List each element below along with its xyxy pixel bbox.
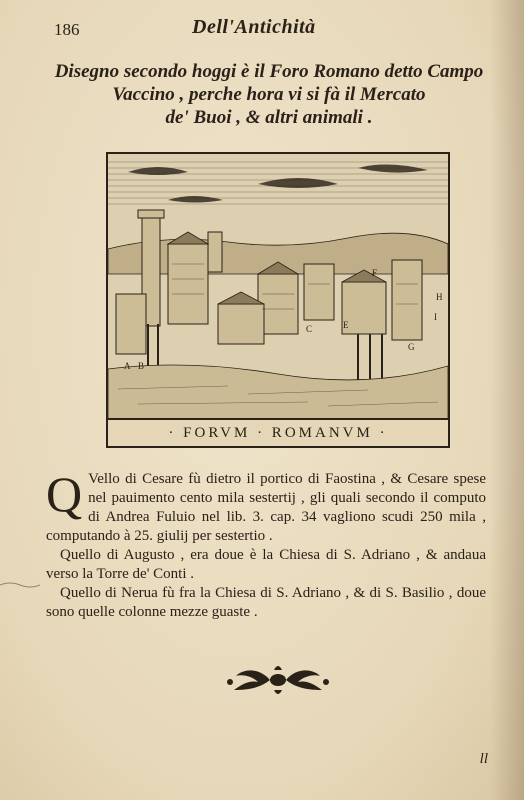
printer-ornament-icon [222,660,334,700]
svg-text:I: I [434,312,437,322]
paragraph-2: Quello di Augusto , era doue è la Chiesa di S. Adriano , & andaua verso la Torre de' Conti . [46,547,486,582]
body-text [46,466,486,622]
signature-mark: ll [479,751,488,767]
svg-text:H: H [436,292,443,302]
margin-scribble-icon [0,580,40,590]
page-header [54,16,474,46]
illustration-caption [34,60,504,129]
drop-cap: Q [46,466,83,522]
running-title: Dell'Antichità [192,16,316,38]
paragraph-1-text: Vello di Cesare fù dietro il portico di Faostina , & Cesare spese nel pauimento cento mila sestertij , gli quali secondo il computo di Andrea Fuluio nel lib. 3. cap. 34 vagliono scudi 250 mila , computando à 25. giulij per sestertio . [46,471,486,544]
paragraph-1 [46,466,486,546]
paragraph-3: Quello di Nerua fù fra la Chiesa di S. Adriano , & di S. Basilio , doue sono quelle colonne mezze guaste . [46,585,486,620]
woodcut-engraving [108,154,448,420]
svg-text:G: G [408,342,415,352]
caption-line-2: Vaccino , perche hora vi si fà il Mercato [112,84,426,105]
page-number: 186 [54,20,80,39]
forum-woodcut-illustration [106,152,450,448]
svg-text:E: E [343,320,349,330]
caption-line-1: Disegno secondo hoggi è il Foro Romano detto Campo [54,61,484,82]
svg-text:B: B [138,361,145,371]
svg-text:A: A [124,361,131,371]
caption-line-3: de' Buoi , & altri animali . [165,107,373,128]
svg-text:F: F [372,268,378,278]
plate-title: · FORVM · ROMANVM · [108,418,448,446]
svg-text:C: C [306,324,313,334]
